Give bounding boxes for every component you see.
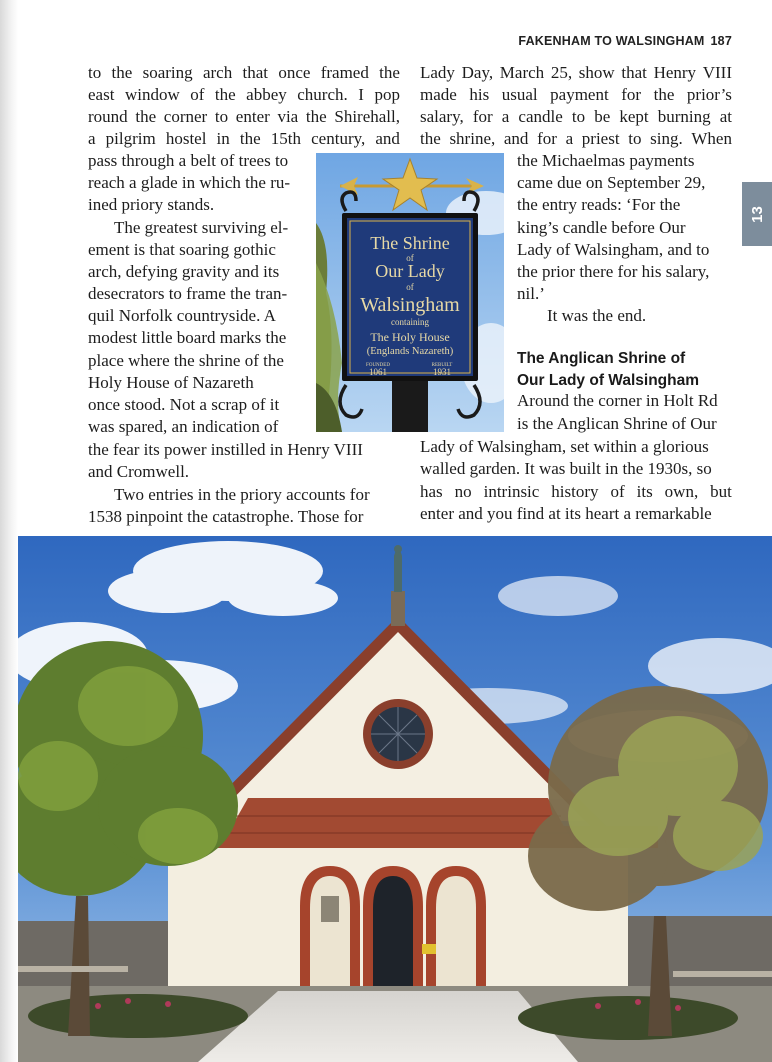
text-line: the entry reads: ‘For the [517, 195, 681, 214]
text-line: is the Anglican Shrine of Our [517, 414, 717, 433]
text-line: once stood. Not a scrap of it [88, 395, 280, 414]
sign-founded-label: FOUNDED [366, 363, 390, 368]
page-number: 187 [710, 34, 732, 48]
text-line: the prior there for his salary, [517, 262, 710, 281]
sign-of-1: of [406, 253, 414, 263]
text-line: a pilgrim hostel in the 15th century, and [88, 129, 400, 148]
text-line: The greatest surviving el- [114, 218, 289, 237]
sign-line-1: The Shrine [370, 233, 450, 253]
text-line: ined priory stands. [88, 195, 215, 214]
text-line: has no intrinsic history of its own, but [420, 482, 732, 501]
text-line: Lady Day, March 25, show that Henry VIII [420, 63, 732, 82]
shrine-sign-photo [316, 153, 504, 432]
text-line: was spared, an indication of [88, 417, 279, 436]
text-line: ement is that soaring gothic [88, 240, 276, 259]
text-line: It was the end. [547, 306, 647, 325]
text-line: Lady of Walsingham, and to [517, 240, 710, 259]
section-heading-line: Our Lady of Walsingham [517, 372, 699, 389]
text-line: place where the shrine of the [88, 351, 284, 370]
text-line: walled garden. It was built in the 1930s, so [420, 459, 712, 478]
text-line: Two entries in the priory accounts for [114, 485, 370, 504]
text-line: to the soaring arch that once framed the [88, 63, 400, 82]
text-line: desecrators to frame the tran- [88, 284, 288, 303]
text-line: salary, for a candle to be kept burning at [420, 107, 732, 126]
anglican-shrine-photo [18, 536, 772, 1062]
text-line: modest little board marks the [88, 328, 287, 347]
chapter-number: 13 [748, 205, 766, 223]
section-heading-line: The Anglican Shrine of [517, 350, 686, 367]
text-line: the Michaelmas payments [517, 151, 695, 170]
sign-line-5: The Holy House [370, 330, 450, 344]
chapter-tab [742, 182, 772, 246]
text-line: Holy House of Nazareth [88, 373, 254, 392]
sign-of-2: of [406, 282, 414, 292]
text-line: Around the corner in Holt Rd [517, 391, 718, 410]
text-line: east window of the abbey church. I pop [88, 85, 400, 104]
text-line: the shrine, and for a priest to sing. When [420, 129, 732, 148]
text-line: arch, defying gravity and its [88, 262, 280, 281]
text-line: made his usual payment for the prior’s [420, 85, 732, 104]
sign-line-6: (Englands Nazareth) [366, 346, 454, 357]
text-line: nil.’ [517, 284, 545, 303]
page-edge-shadow [0, 0, 18, 1062]
text-line: Lady of Walsingham, set within a glorious [420, 437, 709, 456]
text-line: and Cromwell. [88, 462, 190, 481]
text-line: pass through a belt of trees to [88, 151, 289, 170]
text-line: came due on September 29, [517, 173, 706, 192]
text-line: reach a glade in which the ru- [88, 173, 291, 192]
text-line: king’s candle before Our [517, 218, 686, 237]
sign-rebuilt-year: 1931 [433, 367, 451, 377]
sign-line-3: Walsingham [360, 294, 460, 316]
sign-founded-year: 1061 [369, 367, 387, 377]
text-line: round the corner to enter via the Shirehall, [88, 107, 400, 126]
shrine-building-illustration [18, 536, 772, 1062]
sign-line-4: containing [391, 317, 429, 327]
text-line: the fear its power instilled in Henry VIII [88, 440, 363, 459]
sign-line-2: Our Lady [375, 261, 445, 281]
text-line: quil Norfolk countryside. A [88, 306, 276, 325]
running-head [518, 34, 732, 48]
running-head-title: FAKENHAM TO WALSINGHAM [518, 34, 705, 48]
text-line: 1538 pinpoint the catastrophe. Those for [88, 507, 364, 526]
text-line: enter and you find at its heart a remarkable [420, 504, 712, 523]
sign-rebuilt-label: REBUILT [431, 363, 453, 368]
shrine-sign-illustration [316, 153, 504, 432]
